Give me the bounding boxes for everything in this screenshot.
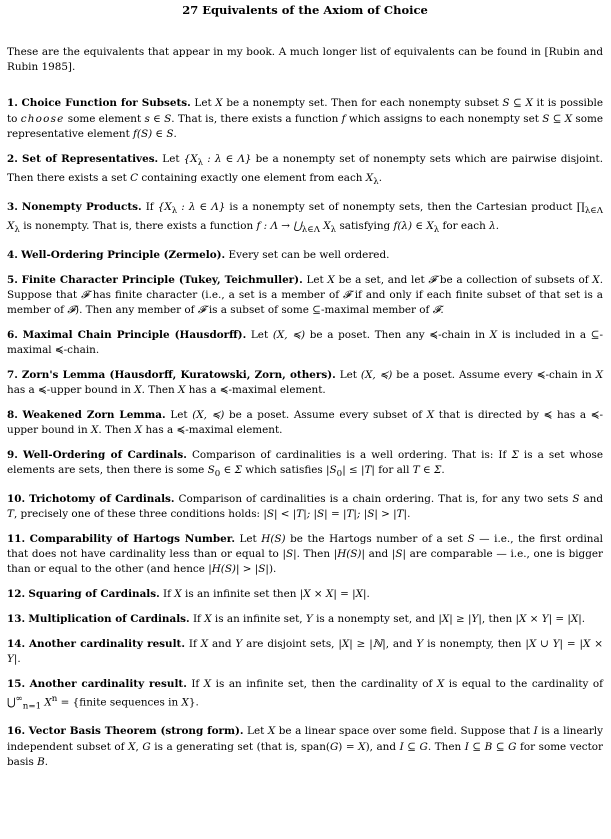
item-heading: Another cardinality result. — [28, 637, 185, 650]
item-heading: Set of Representatives. — [21, 152, 159, 165]
list-item: 5. Finite Character Principle (Tukey, Teichmuller). Let X be a set, and let 𝓕 be a collection of subsets of X. Suppose that 𝓕 has finite character (i.e., a set is a member of 𝓕 if and only if each finite subset of that set is a member of 𝓕). Then any member of 𝓕 is a subset of some ⊆-maximal member of 𝓕. — [7, 273, 604, 317]
list-item: 14. Another cardinality result. If X and Y are disjoint sets, |X| ≥ |ℕ|, and Y is nonempty, then |X ∪ Y| = |X × Y|. — [7, 637, 604, 665]
item-heading: Weakened Zorn Lemma. — [22, 408, 166, 421]
list-item: 6. Maximal Chain Principle (Hausdorff). Let (X, ≼) be a poset. Then any ≼-chain in X is included in a ⊆-maximal ≼-chain. — [7, 328, 604, 357]
item-heading: Zorn's Lemma (Hausdorff, Kuratowski, Zorn, others). — [21, 368, 336, 381]
item-number: 1. — [7, 97, 18, 110]
item-number: 6. — [7, 328, 18, 341]
item-number: 16. — [7, 725, 26, 738]
list-item: 7. Zorn's Lemma (Hausdorff, Kuratowski, Zorn, others). Let (X, ≼) be a poset. Assume every ≼-chain in X has a ≼-upper bound in X. Then X has a ≼-maximal element. — [7, 368, 603, 397]
list-item: 16. Vector Basis Theorem (strong form). Let X be a linear space over some field. Suppose that I is a linearly independent subset of X, G is a generating set (that is, span(G) = X), and I ⊆ G. Then I ⊆ B ⊆ G for some vector basis B. — [7, 725, 603, 768]
item-heading: Choice Function for Subsets. — [21, 97, 191, 110]
list-item: 15. Another cardinality result. If X is an infinite set, then the cardinality of X is equal to the cardinality of $⋃^\infty_{n=1}$ $X^n$ = {finite sequences in X}. — [7, 677, 603, 712]
item-heading: Comparability of Hartogs Number. — [29, 533, 235, 545]
item-heading: Finite Character Principle (Tukey, Teichmuller). — [21, 273, 303, 286]
item-number: 4. — [7, 248, 18, 261]
list-item: 12. Squaring of Cardinals. If X is an infinite set then |X × X| = |X|. — [7, 588, 370, 601]
intro-paragraph: These are the equivalents that appear in my book. A much longer list of equivalents can be found in [Rubin and Rubin 1985]. — [7, 46, 603, 74]
item-number: 13. — [7, 613, 26, 625]
list-item: 13. Multiplication of Cardinals. If X is an infinite set, Y is a nonempty set, and |X| ≥ |Y|, then |X × Y| = |X|. — [7, 613, 586, 625]
item-heading: Nonempty Products. — [21, 200, 142, 213]
item-number: 10. — [7, 493, 26, 505]
item-heading: Vector Basis Theorem (strong form). — [28, 725, 244, 738]
item-number: 14. — [7, 637, 26, 650]
item-heading: Well-Ordering of Cardinals. — [22, 448, 187, 461]
list-item: 10. Trichotomy of Cardinals. Comparison of cardinalities is a chain ordering. That is, for any two sets S and T, precisely one of these three conditions holds: |S| < |T|; |S| = |T|; |S| > |T|. — [7, 493, 604, 521]
list-item: 8. Weakened Zorn Lemma. Let (X, ≼) be a poset. Assume every subset of X that is directed by ≼ has a ≼-upper bound in X. Then X has a ≼-maximal element. — [7, 408, 603, 437]
item-number: 11. — [7, 533, 26, 545]
list-item: 2. Set of Representatives. Let {$X_\lambda$ : λ ∈ Λ} be a nonempty set of nonempty sets which are pairwise disjoint. Then there exists a set C containing exactly one element from each $X_\lambda$. — [7, 152, 603, 187]
list-item: 3. Nonempty Products. If {$X_\lambda$ : λ ∈ Λ} is a nonempty set of nonempty sets, then the Cartesian product $\prod_{\lambda\in\Lambda}$ $X_\lambda$ is nonempty. That is, there exists a function f : $\Lambda \to ⋃_{\lambda\in\Lambda}$ $X_\lambda$ satisfying f(λ) ∈ $X_\lambda$ for each λ. — [7, 200, 603, 236]
item-heading: Well-Ordering Principle (Zermelo). — [21, 248, 226, 261]
list-item: 1. Choice Function for Subsets. Let X be a nonempty set. Then for each nonempty subset S ⊆ X it is possible to choose some element s ∈ S. That is, there exists a function f which assigns to each nonempty set S ⊆ X some representative element f(S) ∈ S. — [7, 97, 604, 140]
list-item: 11. Comparability of Hartogs Number. Let H(S) be the Hartogs number of a set S — i.e., the first ordinal that does not have cardinality less than or equal to |S|. Then |H(S)| and |S| are comparable — i.e., one is bigger than or equal to the other (and hence |H(S)| > |S|). — [7, 533, 603, 576]
page-title: 27 Equivalents of the Axiom of Choice — [182, 3, 428, 17]
item-heading: Another cardinality result. — [29, 677, 187, 690]
list-item: 9. Well-Ordering of Cardinals. Comparison of cardinalities is a well ordering. That is: If Σ is a set whose elements are sets, then there is some $S_0$ ∈ Σ which satisfies $|S_0| \le |T|$ for all T ∈ Σ. — [7, 448, 603, 480]
item-heading: Maximal Chain Principle (Hausdorff). — [22, 328, 247, 341]
item-number: 5. — [7, 273, 18, 286]
list-item: 4. Well-Ordering Principle (Zermelo). Every set can be well ordered. — [7, 248, 390, 261]
item-heading: Trichotomy of Cardinals. — [29, 493, 175, 505]
item-number: 8. — [7, 408, 18, 421]
item-number: 3. — [7, 200, 18, 213]
item-number: 12. — [7, 588, 26, 601]
equivalents-list — [7, 96, 603, 770]
item-heading: Squaring of Cardinals. — [28, 588, 160, 601]
item-number: 2. — [7, 152, 18, 165]
item-number: 9. — [7, 448, 18, 461]
item-number: 15. — [7, 677, 26, 690]
item-number: 7. — [7, 368, 18, 381]
item-heading: Multiplication of Cardinals. — [28, 613, 190, 625]
